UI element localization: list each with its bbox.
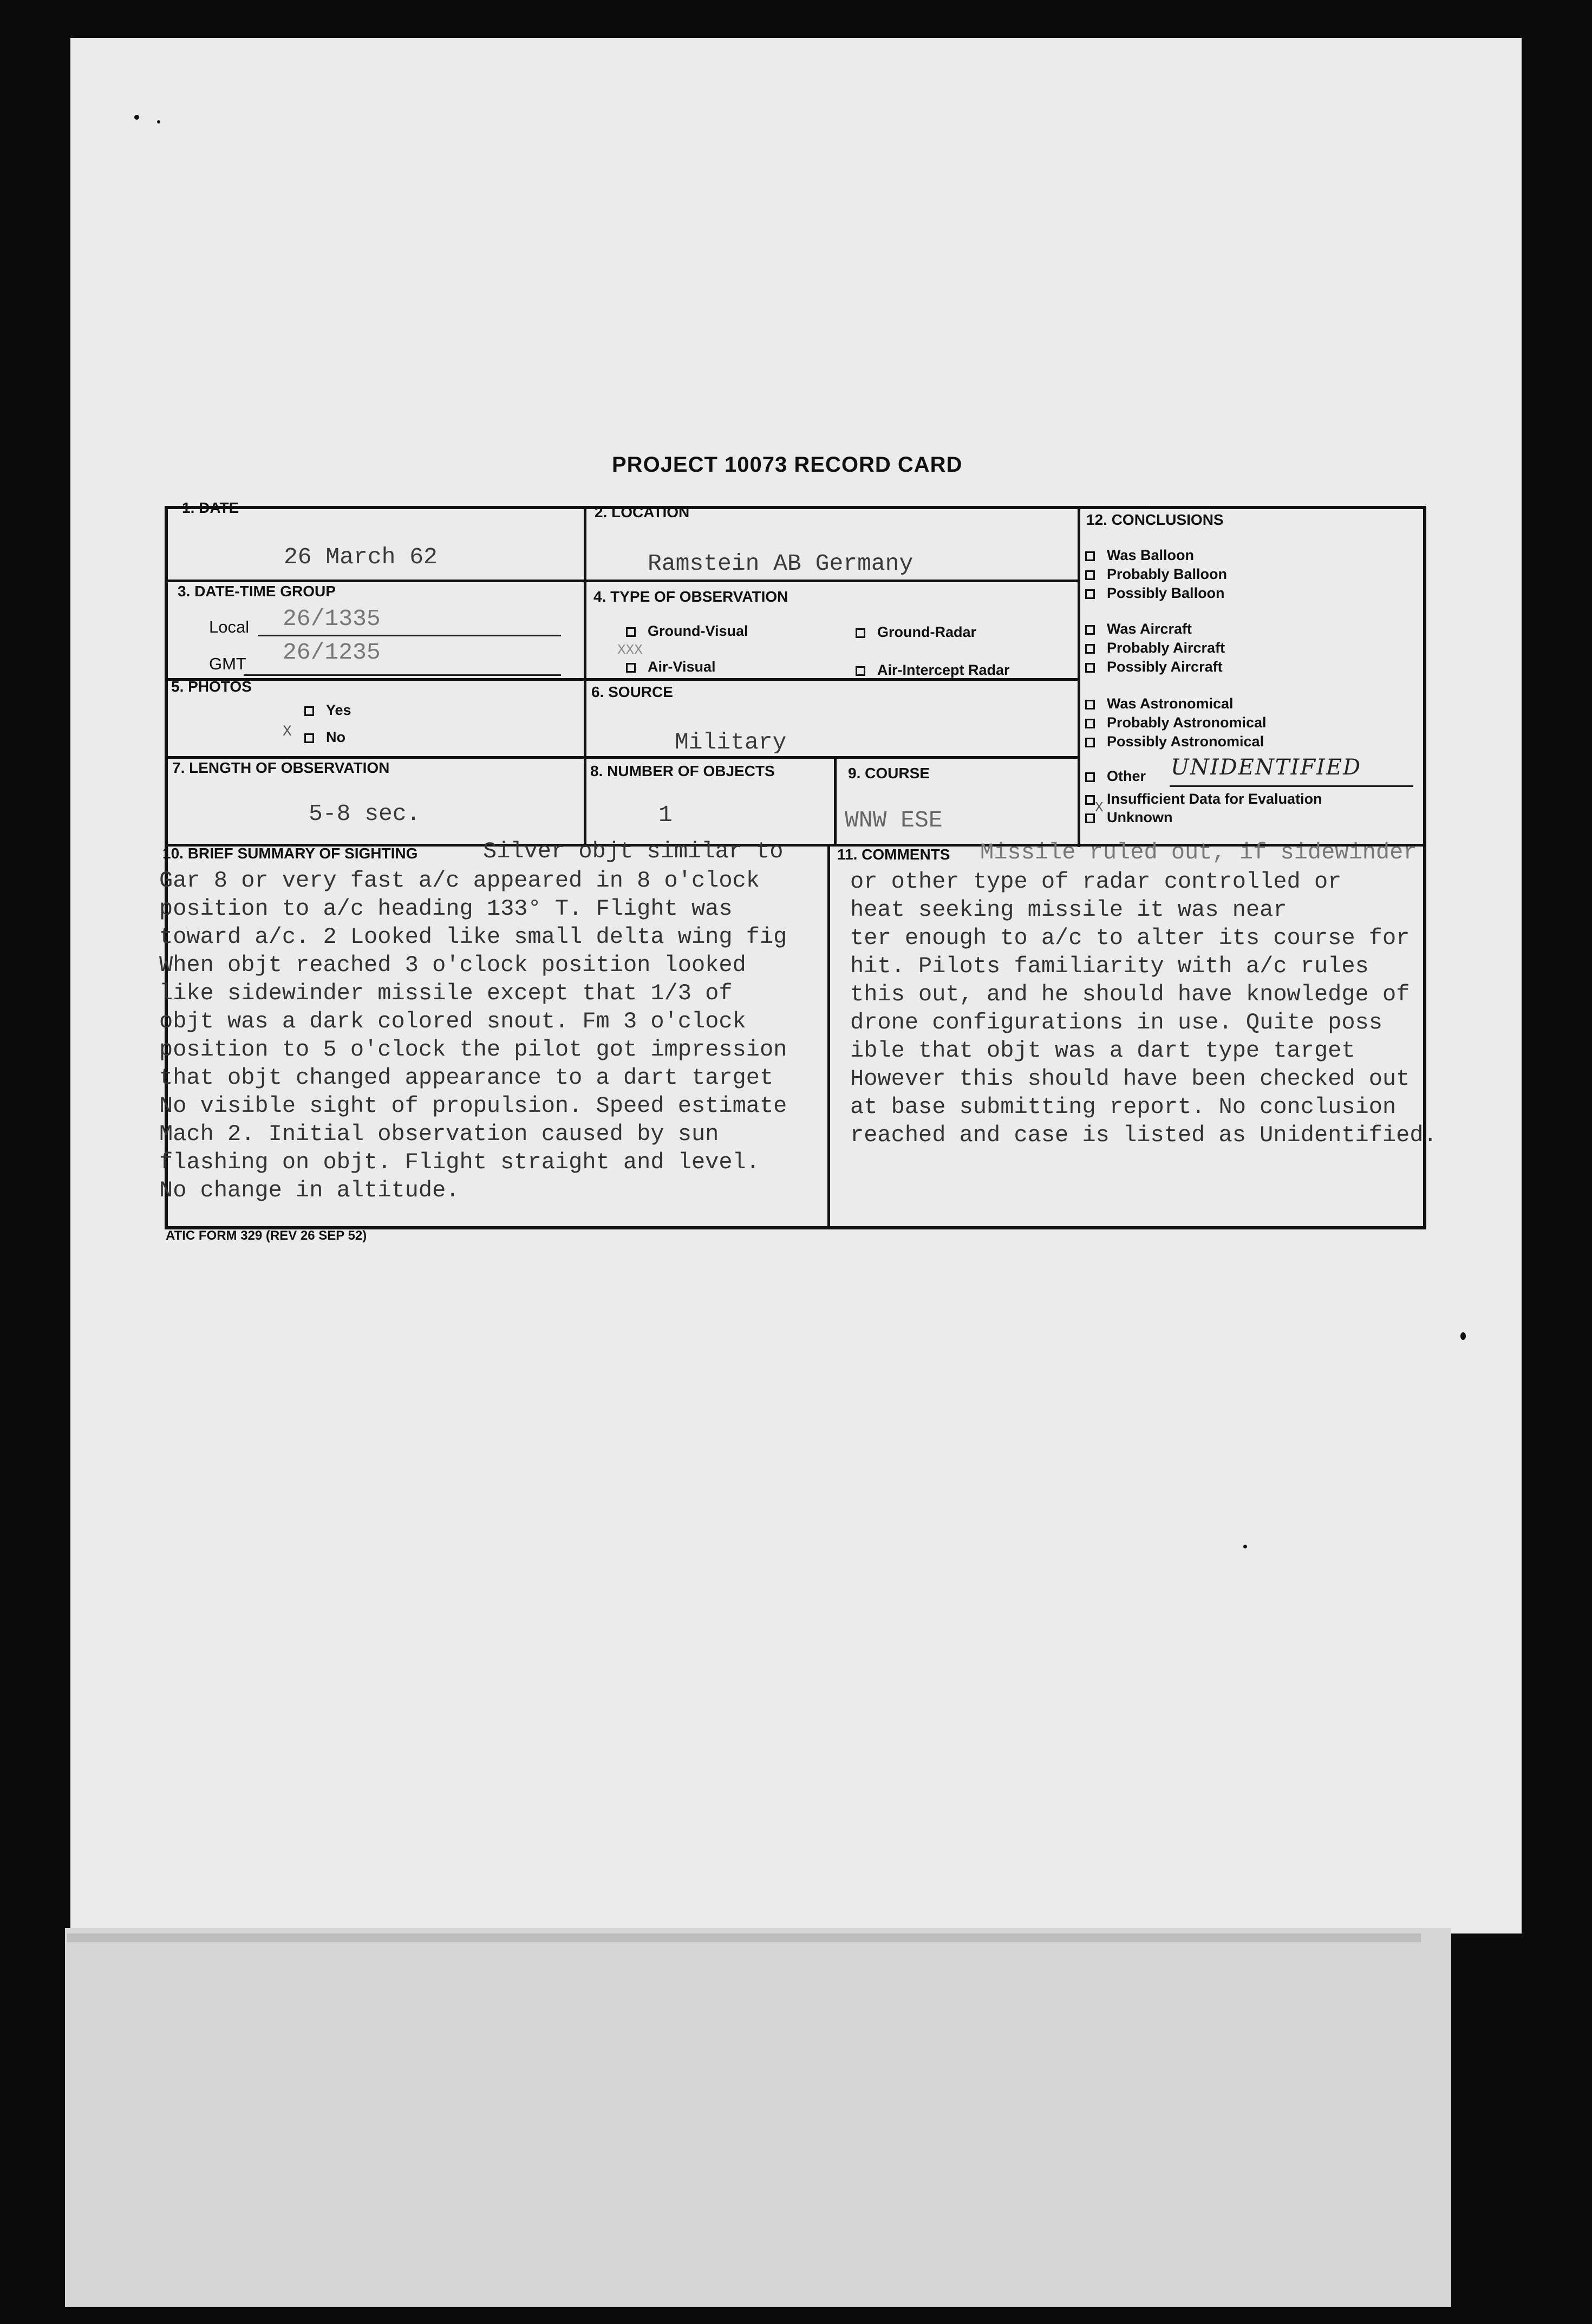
checkbox-icon	[1085, 772, 1095, 782]
course-label: 9. COURSE	[848, 765, 930, 782]
grid-divider	[165, 580, 1080, 582]
type-air-visual-mark: XXX	[617, 642, 643, 658]
comment-line: this out, and he should have knowledge of	[850, 981, 1410, 1007]
grid-divider	[827, 845, 830, 1229]
summary-line: No visible sight of propulsion. Speed estimate	[159, 1093, 787, 1119]
type-air-intercept-radar[interactable]: Air-Intercept Radar	[856, 662, 1010, 679]
checkbox-icon	[626, 663, 636, 673]
checkbox-icon	[1085, 644, 1095, 654]
checkbox-icon	[1085, 570, 1095, 580]
photos-label: 5. PHOTOS	[171, 678, 252, 695]
conclusion-probably-balloon[interactable]: Probably Balloon	[1085, 566, 1227, 583]
dtg-label: 3. DATE-TIME GROUP	[178, 583, 336, 600]
conclusion-insufficient-data[interactable]: Insufficient Data for Evaluation	[1085, 791, 1322, 808]
conclusion-probably-aircraft[interactable]: Probably Aircraft	[1085, 640, 1225, 656]
comment-line: drone configurations in use. Quite poss	[850, 1010, 1382, 1036]
checkbox-icon	[1085, 589, 1095, 599]
summary-line: flashing on objt. Flight straight and level.	[159, 1149, 760, 1175]
checkbox-icon	[1085, 663, 1095, 673]
conclusion-was-astronomical[interactable]: Was Astronomical	[1085, 695, 1234, 712]
underlying-sheet-edge	[67, 1934, 1421, 1942]
checkbox-icon	[1085, 700, 1095, 709]
checkbox-icon	[1085, 551, 1095, 561]
conclusion-probably-astronomical[interactable]: Probably Astronomical	[1085, 714, 1267, 731]
form-footer: ATIC FORM 329 (REV 26 SEP 52)	[166, 1228, 367, 1243]
type-ground-visual[interactable]: Ground-Visual	[626, 623, 748, 640]
num-objects-value: 1	[658, 802, 673, 828]
conclusion-possibly-balloon[interactable]: Possibly Balloon	[1085, 585, 1225, 602]
summary-line: No change in altitude.	[159, 1177, 460, 1203]
summary-line: toward a/c. 2 Looked like small delta wing fig	[159, 924, 787, 950]
summary-line: Silver objt similar to	[483, 838, 784, 864]
photos-yes[interactable]: Yes	[304, 702, 351, 719]
summary-line: position to a/c heading 133° T. Flight was	[159, 896, 733, 922]
conclusion-other-value: UNIDENTIFIED	[1171, 755, 1362, 780]
checkbox-icon	[304, 706, 314, 716]
location-value: Ramstein AB Germany	[648, 550, 914, 577]
date-label: 1. DATE	[182, 499, 239, 516]
dtg-local-label: Local	[209, 617, 250, 636]
summary-line: Mach 2. Initial observation caused by sun	[159, 1121, 719, 1147]
type-air-visual[interactable]: Air-Visual	[626, 659, 716, 675]
checkbox-icon	[856, 628, 865, 638]
dtg-local-value: 26/1335	[283, 606, 381, 632]
comment-line: hit. Pilots familiarity with a/c rules	[850, 953, 1369, 979]
dtg-gmt-value: 26/1235	[283, 639, 381, 666]
comment-line: reached and case is listed as Unidentified.	[850, 1122, 1437, 1148]
location-label: 2. LOCATION	[595, 504, 690, 520]
summary-line: like sidewinder missile except that 1/3 of	[159, 980, 733, 1006]
photos-no-mark: X	[283, 724, 292, 740]
conclusions-label: 12. CONCLUSIONS	[1086, 511, 1224, 528]
num-objects-label: 8. NUMBER OF OBJECTS	[590, 763, 775, 779]
conclusion-unknown[interactable]: Unknown	[1085, 809, 1173, 826]
checkbox-icon	[626, 627, 636, 637]
checkbox-icon	[856, 666, 865, 676]
summary-label: 10. BRIEF SUMMARY OF SIGHTING	[162, 845, 418, 862]
grid-divider	[165, 756, 1080, 759]
course-value: WNW ESE	[845, 807, 943, 834]
comments-label: 11. COMMENTS	[837, 846, 950, 863]
conclusion-possibly-aircraft[interactable]: Possibly Aircraft	[1085, 659, 1223, 675]
dtg-gmt-label: GMT	[209, 654, 246, 673]
source-label: 6. SOURCE	[591, 683, 673, 700]
comment-line: ible that objt was a dart type target	[850, 1038, 1355, 1064]
comment-line: ter enough to a/c to alter its course for	[850, 925, 1410, 951]
comment-line: Missile ruled out, if sidewinder	[980, 839, 1417, 865]
checkbox-icon	[1085, 795, 1095, 805]
dtg-gmt-line	[244, 674, 561, 676]
length-value: 5-8 sec.	[309, 800, 421, 827]
checkbox-icon	[1085, 625, 1095, 635]
grid-divider	[584, 506, 586, 847]
checkbox-icon	[1085, 738, 1095, 747]
summary-line: Gar 8 or very fast a/c appeared in 8 o'clock	[159, 868, 760, 894]
source-value: Military	[675, 729, 787, 756]
type-ground-radar[interactable]: Ground-Radar	[856, 624, 976, 641]
grid-divider	[1078, 506, 1080, 847]
type-obs-label: 4. TYPE OF OBSERVATION	[593, 588, 788, 605]
comment-line: at base submitting report. No conclusion	[850, 1094, 1397, 1120]
conclusion-other-line	[1170, 785, 1413, 787]
dust-speck	[1460, 1332, 1466, 1340]
dust-speck	[134, 115, 139, 120]
summary-line: When objt reached 3 o'clock position looked	[159, 952, 746, 978]
conclusion-unknown-mark: X	[1095, 799, 1104, 816]
comment-line: However this should have been checked out	[850, 1066, 1410, 1092]
grid-divider	[834, 758, 837, 845]
dust-speck	[157, 120, 160, 123]
photos-no[interactable]: No	[304, 729, 345, 746]
underlying-sheet	[65, 1928, 1451, 2307]
comment-line: heat seeking missile it was near	[850, 897, 1287, 923]
summary-line: position to 5 o'clock the pilot got impression	[159, 1037, 787, 1063]
date-value: 26 March 62	[284, 544, 438, 570]
conclusion-was-aircraft[interactable]: Was Aircraft	[1085, 621, 1192, 637]
conclusion-possibly-astronomical[interactable]: Possibly Astronomical	[1085, 733, 1264, 750]
checkbox-icon	[1085, 719, 1095, 728]
summary-line: objt was a dark colored snout. Fm 3 o'clock	[159, 1008, 746, 1034]
dust-speck	[1243, 1545, 1247, 1548]
checkbox-icon	[1085, 813, 1095, 823]
card-title: PROJECT 10073 RECORD CARD	[612, 453, 963, 477]
summary-line: that objt changed appearance to a dart target	[159, 1065, 774, 1091]
dtg-local-line	[258, 635, 561, 636]
checkbox-icon	[304, 733, 314, 743]
conclusion-other[interactable]: Other	[1085, 768, 1146, 785]
length-label: 7. LENGTH OF OBSERVATION	[172, 759, 390, 776]
comment-line: or other type of radar controlled or	[850, 869, 1342, 895]
conclusion-was-balloon[interactable]: Was Balloon	[1085, 547, 1194, 564]
